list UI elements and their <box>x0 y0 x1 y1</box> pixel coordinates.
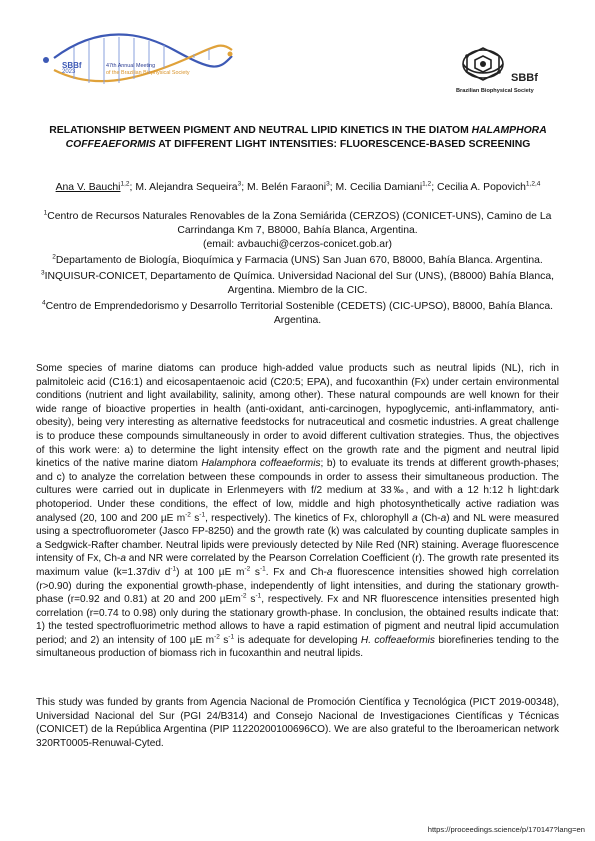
abstract-italic: a <box>326 566 333 578</box>
email-text: (email: avbauchi@cerzos-conicet.gob.ar) <box>203 239 392 250</box>
abstract-italic: a <box>412 512 418 524</box>
meeting-badge <box>62 62 82 76</box>
abstract-text: biorefineries tending to the simultaneous production of biomass rich in fucoxanthin and neutral lipids. <box>36 634 559 660</box>
affiliation-list <box>36 210 559 330</box>
author-name: M. Belén Faraoni <box>246 182 327 193</box>
abstract-text: ) at 100 µE m <box>176 566 245 578</box>
meeting-abbr: SBBf <box>62 61 82 70</box>
meeting-year: 2023 <box>62 69 76 75</box>
affiliation <box>36 254 559 268</box>
abstract-italic: Halamphora coffeaeformis <box>201 458 321 470</box>
author-affil: 1,2 <box>422 180 432 188</box>
abstract-italic: a <box>120 553 126 565</box>
affiliation-text: Centro de Emprendedorismo y Desarrollo Territorial Sostenible (CEDETS) (CIC-UPSO), B8000, Bahía Blanca. Argentina. <box>45 301 554 326</box>
abstract-italic: H. coffeaeformis <box>360 634 435 646</box>
meeting-line2: of the Brazilian Biophysical Society <box>106 69 190 76</box>
abstract-text: , respectively. Fx and NR fluorescence intensities presented high correlation (r=0.74 to 0.98) only during the stationary growth-phase. In conclusion, the obtained results indicate that: 1) the tested spectrofluorimetric method allows to have a rapid estimation of pigment and neutral lipid accumulation period; and 2) an intensity of 100 µE m <box>36 594 559 646</box>
society-name: Brazilian Biophysical Society <box>456 88 534 94</box>
author-affil: 3 <box>237 180 242 188</box>
abstract-text: ; b) to evaluate its trends at different growth-phases; and c) to analyze the correlation between these compounds in order to assess their simultaneous production. The cultures were carried out in duplicate in Erlenmeyers with f/2 medium at 33‰, and with a 12 h:12 h light:dark photoperiod. Under these conditions, the effect of low, middle and high photosynthetically active radiation was analysed (20, 100 and 200 µE m <box>36 458 559 524</box>
abstract-text: s <box>219 634 229 646</box>
author-affil: 1,2 <box>120 180 130 188</box>
abstract-text: . Fx and Ch- <box>265 566 327 578</box>
paper-title <box>48 124 548 152</box>
author-name: Cecilia A. Popovich <box>436 182 526 193</box>
author-name: Ana V. Bauchi <box>55 182 121 193</box>
affiliation-number: 1 <box>43 209 48 217</box>
abstract-text: is adequate for developing <box>234 634 361 646</box>
author-list: Ana V. Bauchi$^{1,2}$; M. Alejandra Sequeira$^3$; M. Belén Faraoni$^3$; M. Cecilia Damiani$^{1,2}$; Cecilia A. Popovich$^{1,2,4}$ <box>55 180 541 193</box>
affiliation-text: INQUISUR-CONICET, Departamento de Química. Universidad Nacional del Sur (UNS), (B8000) Bahía Blanca, Argentina. Miembro de la CIC. <box>44 271 554 296</box>
title-part2: AT DIFFERENT LIGHT INTENSITIES: FLUORESCENCE-BASED SCREENING <box>158 139 531 150</box>
abstract-text: fluorescence intensities showed high correlation (r>0.90) during the exponential growth-phase, independently of light intensities, and during the stationary growth-phase (r=0.92 and 0.81) at 20 and 200 µEm <box>36 566 560 606</box>
society-abbr: SBBf <box>511 72 538 84</box>
abstract-text: , respectively). The kinetics of Fx, chlorophyll <box>205 512 413 524</box>
affiliation-text: Departamento de Biología, Bioquímica y Farmacia (UNS) San Juan 670, B8000, Bahía Blanca. Argentina. <box>55 255 543 266</box>
page-header <box>0 0 595 115</box>
abstract-text: s <box>246 594 256 606</box>
affiliation-email <box>36 238 559 252</box>
abstract-sup: -1 <box>255 592 262 600</box>
author-affil: 1,2,4 <box>525 180 541 188</box>
abstract-text: and NR were correlated by the Pearson Correlation Coefficient (r). The growth rate presented its maximum value (k=1.37div d <box>36 553 559 578</box>
author-affil: 3 <box>326 180 330 188</box>
abstract-text: s <box>190 512 200 524</box>
affiliation <box>36 210 559 238</box>
abstract-text: Some species of marine diatoms can produce high-added value products such as neutral lipids (NL), rich in palmitoleic acid (C16:1) and eicosapentaenoic acid (C20:5; EPA), and fucoxanthin (Fx) under certain environmental conditions (nutrient and light availability, salinity, among other). These natural compounds are well known for their wide range of bioactive properties in health (anti-oxidant, anti-carcinogen, hypoglycemic, anti-inflammatory, anti-obesity), being very interesting as alternative feedstocks for nutraceutical and cosmetic industries. A great challenge is to produce these compounds simultaneously in order to avoid different cultivation strategies. Thus, the objectives of this work were: a) to determine the light intensity effect on the growth rate and the pigment and neutral lipid kinetics of the native marine diatom <box>36 363 559 470</box>
abstract-sup: -2 <box>244 565 251 573</box>
abstract-sup: -2 <box>185 511 191 519</box>
affiliation-number: 3 <box>41 269 45 277</box>
affiliation-text: Centro de Recursos Naturales Renovables de la Zona Semiárida (CERZOS) (CONICET-UNS), Camino de La Carrindanga Km 7, B8000, Bahía Blanca, Argentina. <box>47 211 552 236</box>
abstract-body <box>36 362 559 661</box>
abstract-italic: a <box>440 512 447 524</box>
funding-statement: This study was funded by grants from Agencia Nacional de Promoción Científica y Tecnológica (PICT 2019-00348), Universidad Nacional del Sur (PGI 24/B314) and Consejo Nacional de Investigaciones Científicas y Técnicas (CONICET) de la República Argentina (PIP 11220200100696CO). We are also grateful to the Iberoamerican network 320RT0005-Renuwal-Cyted. <box>36 697 559 749</box>
abstract-sup: -1 <box>259 565 266 573</box>
affiliation-number: 2 <box>52 253 56 261</box>
abstract-text: s <box>250 566 260 578</box>
abstract-sup: -1 <box>199 511 206 519</box>
abstract-sup: -2 <box>240 592 247 600</box>
author-name: M. Alejandra Sequeira <box>135 182 238 193</box>
affiliation-number: 4 <box>41 299 46 307</box>
meeting-title <box>106 63 190 76</box>
meeting-line1: 47th Annual Meeting <box>106 63 156 69</box>
title-part1: RELATIONSHIP BETWEEN PIGMENT AND NEUTRAL LIPID KINETICS IN THE DIATOM <box>49 125 469 136</box>
author-name: M. Cecilia Damiani <box>335 182 423 193</box>
affiliation <box>36 300 559 328</box>
abstract-sup: -1 <box>170 565 177 573</box>
abstract-text: ) and NL were measured using a spectrofluorometer (Jasco FP-8250) and the growth rate (k) was calculated by counting duplicate samples in a Sedgwick-Rafter chamber. Neutral lipids were previously detected by Nile Red (NR) staining. Average fluorescence intensity of Fx, Ch- <box>36 512 559 565</box>
abstract-sup: -1 <box>228 633 235 641</box>
affiliation <box>36 270 559 298</box>
abstract-text: (Ch- <box>417 512 441 524</box>
abstract-sup: -2 <box>214 633 220 641</box>
title-species: HALAMPHORA COFFEAEFORMIS <box>65 125 547 150</box>
footer-link[interactable]: https://proceedings.science/p/170147?lang=en <box>427 825 585 834</box>
